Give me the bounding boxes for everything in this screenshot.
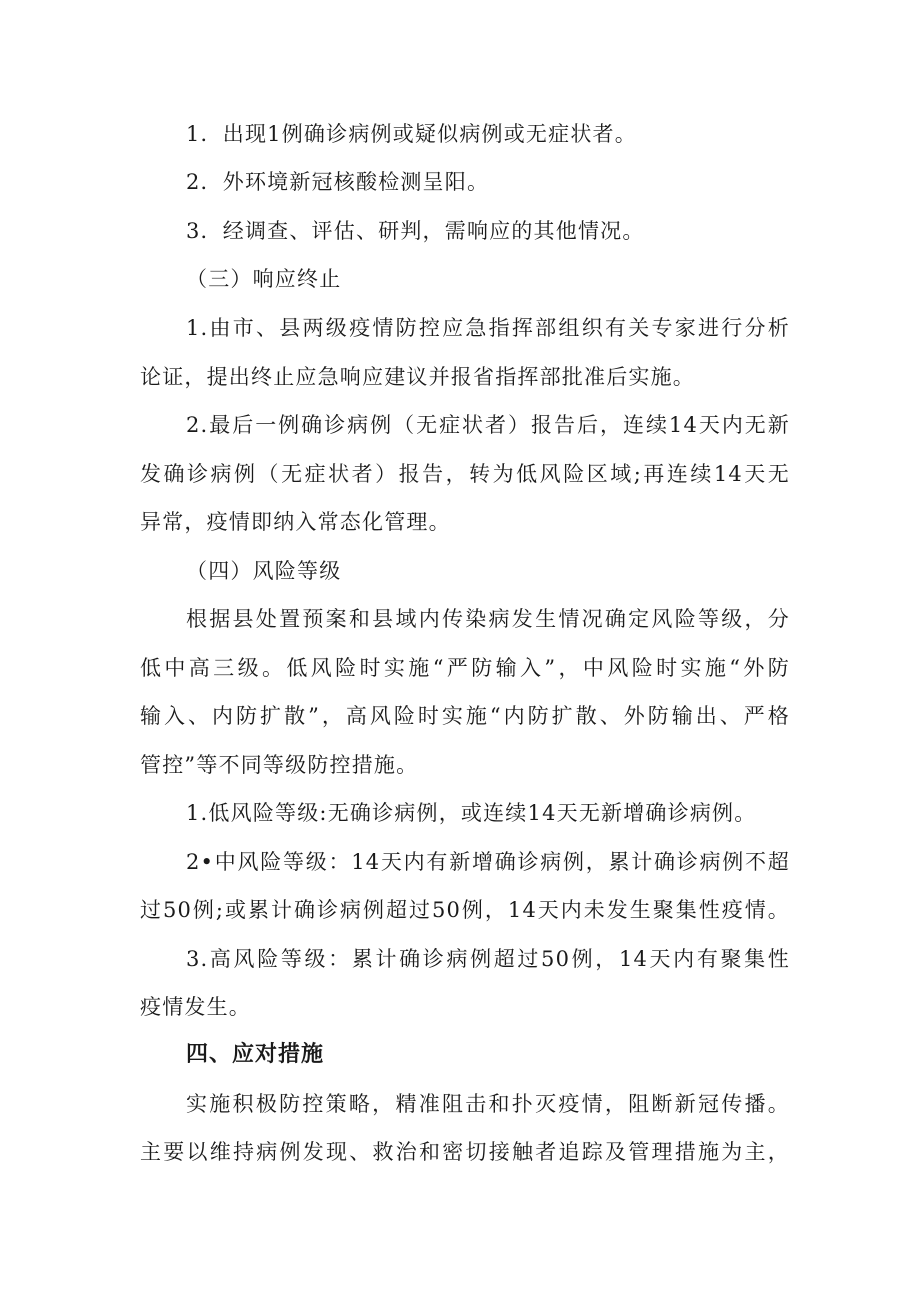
- list-item-condition-2: 2．外环境新冠核酸检测呈阳。: [186, 170, 490, 194]
- paragraph-line: 2.最后一例确诊病例（无症状者）报告后，连续14天内无新: [186, 413, 790, 437]
- list-item-condition-3: 3．经调查、评估、研判，需响应的其他情况。: [186, 219, 645, 243]
- section-heading-response-termination: （三）响应终止: [186, 267, 342, 291]
- paragraph-line: 异常，疫情即纳入常态化管理。: [140, 510, 451, 534]
- paragraph-line: 实施积极防控策略，精准阻击和扑灭疫情，阻断新冠传播。: [186, 1092, 790, 1116]
- paragraph-line: 根据县处置预案和县域内传染病发生情况确定风险等级，分: [186, 607, 790, 631]
- paragraph-line: 管控”等不同等级防控措施。: [140, 753, 419, 777]
- paragraph-line: 发确诊病例（无症状者）报告，转为低风险区域;再连续14天无: [140, 462, 790, 486]
- paragraph-line: 论证，提出终止应急响应建议并报省指挥部批准后实施。: [140, 365, 695, 389]
- paragraph-line: 主要以维持病例发现、救治和密切接触者追踪及管理措施为主，: [140, 1140, 790, 1164]
- section-heading-risk-level: （四）风险等级: [186, 559, 342, 583]
- list-item-condition-1: 1．出现1例确诊病例或疑似病例或无症状者。: [186, 122, 637, 146]
- list-item-high-risk: 3.高风险等级：累计确诊病例超过50例，14天内有聚集性: [186, 947, 790, 971]
- paragraph-line: 疫情发生。: [140, 995, 251, 1019]
- paragraph-line: 低中高三级。低风险时实施“严防输入”，中风险时实施“外防: [140, 656, 790, 680]
- section-heading-countermeasures: 四、应对措施: [186, 1042, 325, 1067]
- list-item-low-risk: 1.低风险等级:无确诊病例，或连续14天无新增确诊病例。: [186, 801, 757, 825]
- paragraph-line: 过50例;或累计确诊病例超过50例，14天内未发生聚集性疫情。: [140, 898, 790, 922]
- paragraph-line: 1.由市、县两级疫情防控应急指挥部组织有关专家进行分析: [186, 316, 790, 340]
- list-item-medium-risk: 2•中风险等级：14天内有新增确诊病例，累计确诊病例不超: [186, 850, 790, 874]
- paragraph-line: 输入、内防扩散”，高风险时实施“内防扩散、外防输出、严格: [140, 704, 790, 728]
